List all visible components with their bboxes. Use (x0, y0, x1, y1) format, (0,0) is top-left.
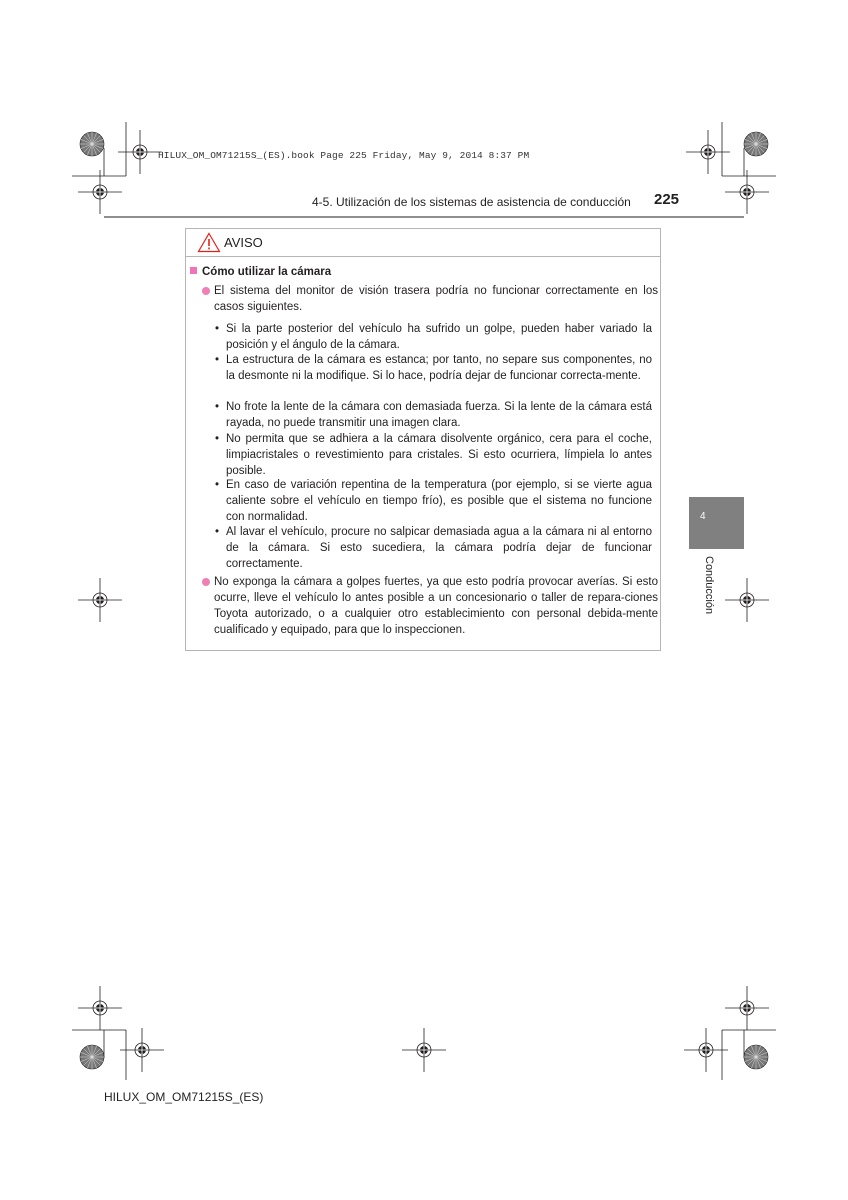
chapter-number: 4 (700, 511, 706, 522)
dot-bullet-icon: • (215, 323, 220, 335)
crosshair-bottom-left-inner (120, 1028, 164, 1072)
crosshair-bottom-right-outer (725, 986, 769, 1030)
dot-bullet-icon: • (215, 401, 220, 413)
warning-triangle-icon (197, 232, 221, 253)
chapter-tab (689, 497, 744, 549)
square-bullet-icon (190, 267, 197, 274)
chapter-name: Conducción (703, 556, 715, 615)
list-item: No frote la lente de la cámara con demasiada fuerza. Si la lente de la cámara está rayada, no puede transmitir una imagen clara. (226, 401, 652, 429)
printer-info: HILUX_OM_OM71215S_(ES).book Page 225 Friday, May 9, 2014 8:37 PM (158, 150, 530, 161)
warning-title: AVISO (224, 235, 263, 250)
list-item: Al lavar el vehículo, procure no salpicar demasiada agua a la cámara ni al entorno de la cámara. Si esto sucediera, la cámara podría dejar de funcionar correctamente. (226, 526, 652, 570)
dot-bullet-icon: • (215, 354, 220, 366)
warning-header (186, 229, 660, 257)
section-title: 4-5. Utilización de los sistemas de asistencia de conducción (312, 195, 631, 209)
pink-bullet-icon (202, 287, 210, 295)
crosshair-bottom-right-inner (684, 1028, 728, 1072)
rosette-mark-bottom-left (80, 1045, 104, 1069)
page-number: 225 (654, 191, 680, 208)
rosette-mark-top-left (80, 132, 104, 156)
crosshair-top-right-inner (686, 130, 730, 174)
intro-text: El sistema del monitor de visión trasera podría no funcionar correctamente en los casos siguientes. (214, 285, 658, 313)
list-item: No permita que se adhiera a la cámara disolvente orgánico, cera para el coche, limpiacristales o revestimiento para cristales. Si esto ocurriera, límpiela lo antes posible. (226, 433, 652, 477)
rosette-mark-top-right (744, 132, 768, 156)
dot-bullet-icon: • (215, 526, 220, 538)
warning-box (185, 228, 661, 651)
list-item: En caso de variación repentina de la temperatura (por ejemplo, si se vierte agua caliente sobre el vehículo en tiempo frío), es posible que el sistema no funcione con normalidad. (226, 479, 652, 523)
list-item: La estructura de la cámara es estanca; por tanto, no separe sus componentes, no la desmonte ni la modifique. Si lo hace, podría dejar de funcionar correcta-mente. (226, 354, 652, 382)
crosshair-bottom-left-outer (78, 986, 122, 1030)
subheading-text: Cómo utilizar la cámara (202, 266, 332, 278)
header-divider (104, 216, 744, 218)
subheading (190, 266, 331, 278)
crosshair-mid-right (725, 578, 769, 622)
crosshair-top-right-outer (725, 170, 769, 214)
crosshair-top-left-outer (78, 170, 122, 214)
crosshair-bottom-center (402, 1028, 446, 1072)
second-point-text: No exponga la cámara a golpes fuertes, ya que esto podría provocar averías. Si esto ocurre, lleve el vehículo lo antes posible a un concesionario o taller de repara-ciones Toyota autorizado, o a cualquier otro establecimiento con personal debida-mente cualificado y equipado, para que lo inspeccionen. (214, 576, 658, 636)
pink-bullet-icon (202, 578, 210, 586)
dot-bullet-icon: • (215, 479, 220, 491)
dot-bullet-icon: • (215, 433, 220, 445)
crosshair-top-left-inner (118, 130, 162, 174)
list-item: Si la parte posterior del vehículo ha sufrido un golpe, pueden haber variado la posición y el ángulo de la cámara. (226, 323, 652, 351)
crosshair-mid-left (78, 578, 122, 622)
rosette-mark-bottom-right (744, 1045, 768, 1069)
document-code: HILUX_OM_OM71215S_(ES) (104, 1090, 264, 1104)
